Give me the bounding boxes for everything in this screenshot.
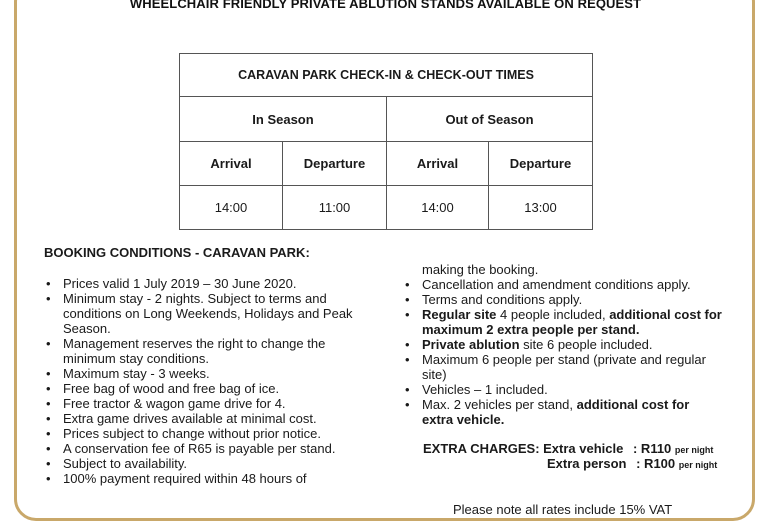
list-item: • Management reserves the right to change the minimum stay conditions. <box>44 336 374 366</box>
list-item: • 100% payment required within 48 hours of <box>44 471 374 486</box>
times-row <box>180 186 593 230</box>
conditions-list-right <box>403 262 723 427</box>
max-vehicles-text: Max. 2 vehicles per stand, <box>422 397 577 412</box>
extra-person-label: Extra person <box>547 456 627 471</box>
in-season-arrival-time: 14:00 <box>180 186 283 230</box>
out-season-arrival-header: Arrival <box>387 142 489 186</box>
list-item: • Terms and conditions apply. <box>403 292 723 307</box>
list-item: • Subject to availability. <box>44 456 374 471</box>
in-season-departure-header: Departure <box>283 142 387 186</box>
out-of-season-header: Out of Season <box>387 97 593 142</box>
private-ablution-text: site 6 people included. <box>519 337 653 352</box>
checkin-times-table <box>179 53 593 230</box>
max-vehicles-extra: additional cost for extra vehicle. <box>422 397 690 427</box>
column-header-row <box>180 142 593 186</box>
extra-charges-vehicle <box>423 441 713 456</box>
booking-conditions-title: BOOKING CONDITIONS - CARAVAN PARK: <box>44 245 310 260</box>
list-item: • Free tractor & wagon game drive for 4. <box>44 396 374 411</box>
private-ablution-label: Private ablution <box>422 337 520 352</box>
conditions-list-left <box>44 276 374 486</box>
list-item: • Vehicles – 1 included. <box>403 382 723 397</box>
list-item: • A conservation fee of R65 is payable per stand. <box>44 441 374 456</box>
list-item-private-ablution <box>403 337 723 352</box>
list-item: • Extra game drives available at minimal cost. <box>44 411 374 426</box>
list-item-continuation: making the booking. <box>422 262 539 277</box>
extra-vehicle-price: : R110 <box>632 441 672 456</box>
list-item: • Prices subject to change without prior notice. <box>44 426 374 441</box>
list-item: • Prices valid 1 July 2019 – 30 June 2020. <box>44 276 374 291</box>
extra-charges-label: EXTRA CHARGES: Extra vehicle <box>423 441 624 456</box>
out-season-departure-header: Departure <box>489 142 593 186</box>
out-season-arrival-time: 14:00 <box>387 186 489 230</box>
list-item-regular-site <box>403 307 723 337</box>
extra-vehicle-unit: per night <box>674 445 714 455</box>
list-item: • Minimum stay - 2 nights. Subject to terms and conditions on Long Weekends, Holidays and Peak Season. <box>44 291 374 336</box>
season-row <box>180 97 593 142</box>
in-season-header: In Season <box>180 97 387 142</box>
table-title-row <box>180 54 593 97</box>
list-item: • Free bag of wood and free bag of ice. <box>44 381 374 396</box>
list-item-max-vehicles <box>403 397 723 427</box>
out-season-departure-time: 13:00 <box>489 186 593 230</box>
extra-charges-person <box>547 456 717 471</box>
wheelchair-banner: WHEELCHAIR FRIENDLY PRIVATE ABLUTION STANDS AVAILABLE ON REQUEST <box>129 0 642 11</box>
regular-site-extra: additional cost for maximum 2 extra people per stand. <box>422 307 722 337</box>
in-season-arrival-header: Arrival <box>180 142 283 186</box>
regular-site-label: Regular site <box>422 307 497 322</box>
regular-site-text: 4 people included, <box>496 307 610 322</box>
extra-person-price: : R100 <box>636 456 676 471</box>
list-item: • Maximum stay - 3 weeks. <box>44 366 374 381</box>
vat-note: Please note all rates include 15% VAT <box>453 502 673 517</box>
list-item: • Cancellation and amendment conditions apply. <box>403 277 723 292</box>
table-title: CARAVAN PARK CHECK-IN & CHECK-OUT TIMES <box>180 54 593 97</box>
list-item: • Maximum 6 people per stand (private and regular site) <box>403 352 723 382</box>
in-season-departure-time: 11:00 <box>283 186 387 230</box>
extra-person-unit: per night <box>678 460 718 470</box>
